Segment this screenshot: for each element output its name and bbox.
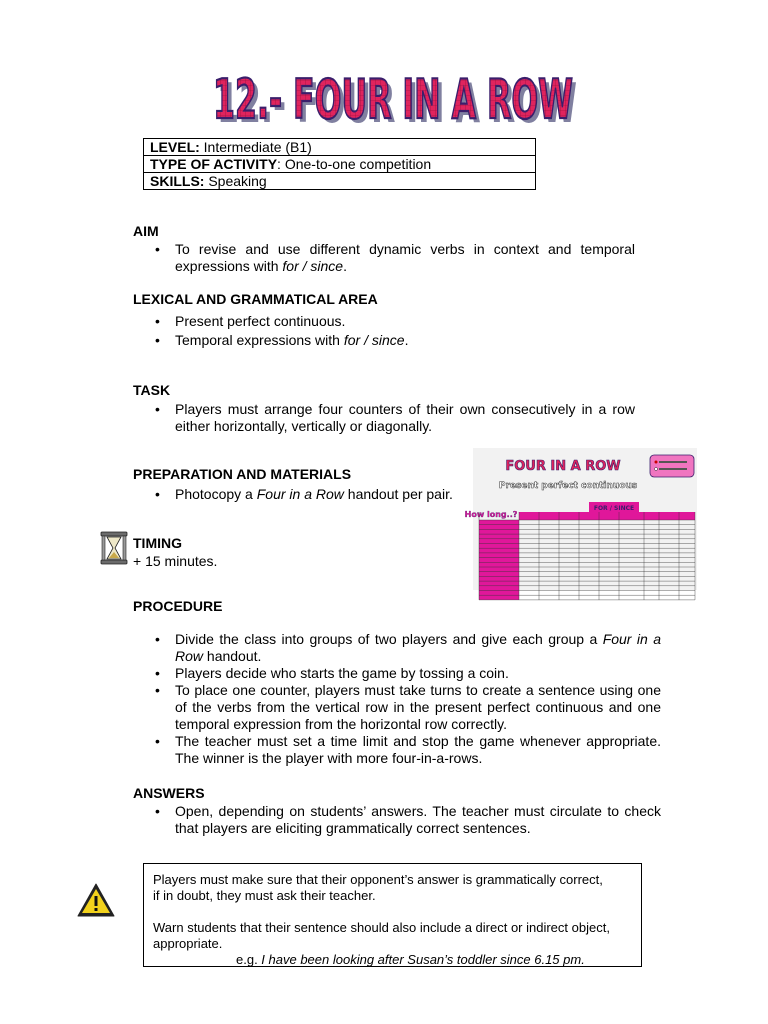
page-title [205, 60, 585, 135]
hourglass-icon [99, 531, 129, 565]
list-item: • Photocopy a Four in a Row handout per pair. [133, 486, 473, 503]
aim-heading: AIM [133, 223, 159, 239]
procedure-list [133, 631, 661, 767]
thumbnail-grid [479, 512, 695, 600]
list-item: • Open, depending on students’ answers. The teacher must circulate to check that players are eliciting grammatically correct sentences. [133, 803, 661, 837]
prep-heading: PREPARATION AND MATERIALS [133, 466, 352, 482]
note-box [143, 863, 642, 967]
level-label: LEVEL: [150, 139, 200, 155]
aim-list [133, 241, 635, 275]
list-item: • To place one counter, players must take turns to create a sentence using one of the verbs from the vertical row in the present perfect continuous and one temporal expression from the horizontal row correctly. [133, 682, 661, 733]
task-heading: TASK [133, 382, 171, 398]
list-item: • The teacher must set a time limit and stop the game whenever appropriate. The winner is the player with more four-in-a-rows. [133, 733, 661, 767]
warning-icon [76, 882, 116, 918]
procedure-heading: PROCEDURE [133, 598, 223, 614]
type-value: : One-to-one competition [277, 156, 432, 172]
lexical-heading: LEXICAL AND GRAMMATICAL AREA [133, 291, 378, 307]
note-line: appropriate. [153, 936, 223, 951]
list-item: • Temporal expressions with for / since. [133, 332, 635, 349]
list-item: • Present perfect continuous. [133, 313, 635, 330]
timing-heading: TIMING [133, 535, 182, 551]
answers-heading: ANSWERS [133, 785, 205, 801]
list-item: • To revise and use different dynamic verbs in context and temporal expressions with for / since. [133, 241, 635, 275]
list-item: • Players decide who starts the game by tossing a coin. [133, 665, 661, 682]
thumbnail-header: FOR / SINCE [593, 505, 635, 512]
level-row [144, 139, 536, 156]
timing-value: + 15 minutes. [133, 553, 218, 569]
level-value: Intermediate (B1) [199, 139, 312, 155]
lexical-list [133, 313, 635, 349]
note-line: if in doubt, they must ask their teacher. [153, 888, 376, 903]
skills-value: Speaking [204, 173, 267, 189]
skills-label: SKILLS: [150, 173, 205, 189]
prep-list [133, 486, 473, 503]
note-line: Players must make sure that their opponent’s answer is grammatically correct, [153, 872, 603, 887]
thumbnail-title: FOUR IN A ROW [505, 459, 621, 474]
title-text: 12.- FOUR IN A ROW [213, 68, 573, 131]
list-item: • Divide the class into groups of two players and give each group a Four in a Row handout. [133, 631, 661, 665]
title-shadow: 12.- FOUR IN A ROW [217, 72, 577, 135]
type-row [144, 156, 536, 173]
handout-thumbnail [464, 448, 697, 590]
thumbnail-side-label: How long..? [464, 510, 518, 519]
skills-row [144, 173, 536, 190]
task-list [133, 401, 635, 435]
note-example: e.g. I have been looking after Susan’s toddler since 6.15 pm. [236, 952, 585, 967]
thumbnail-subtitle: Present perfect continuous [498, 481, 638, 491]
info-table [143, 138, 536, 190]
answers-list [133, 803, 661, 837]
type-label: TYPE OF ACTIVITY [150, 156, 278, 172]
list-item: • Players must arrange four counters of their own consecutively in a row either horizontally, vertically or diagonally. [133, 401, 635, 435]
note-line: Warn students that their sentence should also include a direct or indirect object, [153, 920, 610, 935]
